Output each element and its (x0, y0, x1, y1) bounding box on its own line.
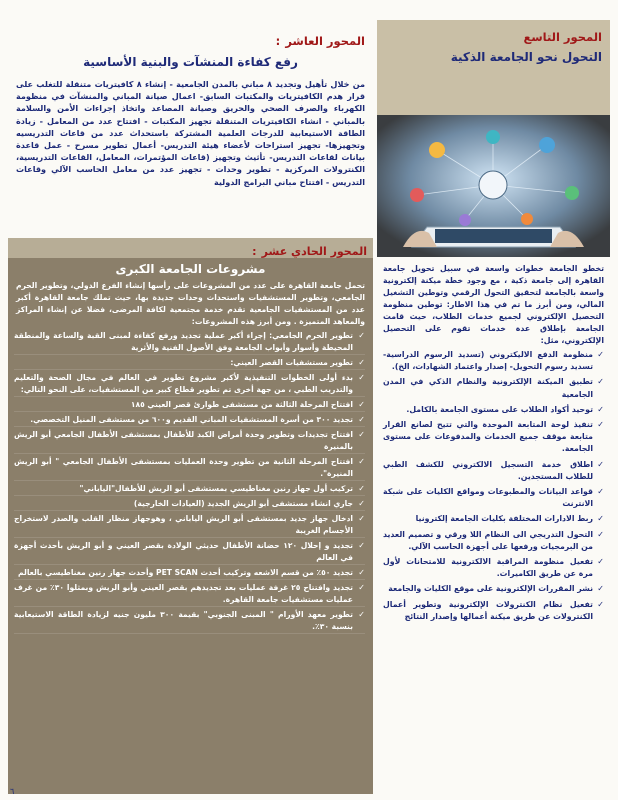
section11-label: المحور الحادي عشر (261, 245, 367, 258)
checkmark-icon: ✓ (358, 583, 365, 592)
list-item-text: ادخال جهاز جديد بمستشفى أبو الريش الياباني ، وهوجهاز منظار القلب والصدر لاستخراج الأجسام الغريبة (14, 514, 353, 535)
list-item (383, 376, 604, 400)
checkmark-icon: ✓ (358, 484, 365, 493)
list-item-text: تركيب أول جهاز رنين مغناطيسي بمستشفى أبو الريش للأطفال"الياباني" (79, 484, 353, 493)
section9-intro: تخطو الجامعة خطوات واسعة في سبيل تحويل جامعة القاهرة إلى جامعة ذكية ، مع وجود خطة ميكنة إلكترونية واسعة بالجامعة لتحقيق التحول الرقمي وتوطين التشغيل المالي، ومن أبرز ما تم في هذا الاطار: توطين منظومة التحصيل الإلكتروني لجميع خدمات الطلاب، حيث قامت الجامعة بإطلاق عدة خدمات تقوم على التحصيل الإلكتروني، مثل: (383, 264, 604, 345)
list-item (14, 456, 365, 481)
section10-title: رفع كفاءة المنشآت والبنية الأساسية (83, 55, 298, 69)
section10-label-row (16, 30, 365, 49)
list-item-text: افتتاح تجديدات وتطوير وحدة أمراض الكبد للأطفال بمستشفى الأطفال الجامعي أبو الريش بالمنيرة (14, 430, 353, 451)
list-item-text: جاري انشاء مستشفى أبو الريش الجديد (العيادات الخارجية) (133, 499, 353, 508)
section10-header (8, 20, 373, 70)
list-item (383, 583, 604, 595)
section9-title: التحول نحو الجامعة الذكية (450, 50, 602, 64)
checkmark-icon: ✓ (358, 457, 365, 466)
checkmark-icon: ✓ (358, 400, 365, 409)
list-item-text: نشر المقررات الإلكترونية على موقع الكليات والجامعة (388, 584, 593, 594)
list-item (383, 459, 604, 483)
list-item (14, 429, 365, 454)
list-item-text: تنفيذ لوحة المتابعة الموحدة والتي تتيح لصانع القرار متابعة موقف جميع الخدمات والمدفوعات على مستوى الجامعة. (383, 420, 593, 454)
list-item (14, 357, 365, 370)
list-item (14, 513, 365, 538)
checkmark-icon: ✓ (597, 459, 604, 469)
list-item (383, 404, 604, 416)
list-item (14, 498, 365, 511)
section10-body: من خلال تأهيل وتجديد ٨ مباني بالمدن الجامعية - إنشاء ٨ كافيتريات متنقلة للتغلب على قرار هدم الكافيتريات والمكتبات السابق- اعمال صيانة المباني والمنشآت في منظومة الكهرباء والصرف الصحي والحريق وصيانة المصاعد واتخاذ إجراءات الأمن والسلامة بالمباني - انشاء الكافيتريات المتنقلة تجهيز المكتبات - افتتاح عدد من المعامل - زيادة الطاقة الاستيعابية للدرجات العلمية المشتركة باستحداث عدد من قاعات التدريسيه وتجهيزها- تجهيز استراحات لأعضاء هيئة التدريس- أعمال تطوير مسرح - عمل قاعدة بيانات لقاعات التدريس- تأثيث وتجهيز (قاعات المؤتمرات، المعامل، القاعات التدريسية، الكنترولات المركزية - تطوير وحدات - تجهيز عدد من معامل الحاسب الآلي وقاعات التدريس - افتتاح مباني البرامج الدولية (16, 79, 365, 187)
section10-colon: : (275, 34, 281, 48)
list-item-text: تجديد و إحلال ١٢٠ حضانة الأطفال حديثي الولادة بقصر العيني و أبو الريش بأحدث أجهزة في العالم (14, 541, 353, 562)
list-item (14, 567, 365, 580)
list-item (14, 609, 365, 634)
checkmark-icon: ✓ (358, 541, 365, 550)
list-item-text: تجديد ٥٠٪ من قسم الاشعه وتركيب أحدث PET SCAN وأحدث جهاز رنين مغناطيسي بالعالم (18, 568, 353, 577)
section11-title: مشروعات الجامعة الكبرى (115, 262, 266, 276)
checkmark-icon: ✓ (597, 420, 604, 430)
section11-list (8, 330, 373, 634)
list-item-text: قواعد البيانات والمطبوعات ومواقع الكليات على شبكة الانترنت (383, 487, 593, 509)
list-item-text: تجديد ٣٠٠ من أسرة المستشفيات المباني القديم و٦٠٠ من مستشفى المنيل التخصصي. (30, 415, 353, 424)
list-item-text: افتتاح المرحلة الثالثة من مستشفى طوارئ قصر العيني ١٨٥ (130, 400, 353, 409)
section9-label: المحور التاسع (523, 30, 602, 44)
list-item-text: التحول التدريجي الى النظام اللا ورقي و تصميم العديد من البرمجيات ورفعها على أجهزة الحاسب الآلي. (383, 529, 593, 551)
tablet-network-illustration (377, 115, 610, 257)
checkmark-icon: ✓ (358, 358, 365, 367)
list-item (383, 349, 604, 373)
checkmark-icon: ✓ (358, 514, 365, 523)
section11-header (8, 238, 373, 258)
section11-colon: : (252, 245, 257, 258)
list-item-text: منظومة الدفع الاليكتروني (تسديد الرسوم الدراسية- تسديد رسوم التحويل- إصدار واعتماد الشهادات، الخ). (383, 350, 593, 372)
list-item-text: افتتاح المرحلة الثانية من تطوير وحدة العمليات بمستشفى الأطفال الجامعي " أبو الريش المنيرة". (14, 457, 353, 478)
page-number: ٦ (10, 787, 15, 796)
checkmark-icon: ✓ (597, 404, 604, 414)
list-item-text: تطبيق الميكنة الإلكترونية والنظام الذكي في المدن الجامعية (383, 377, 593, 399)
checkmark-icon: ✓ (358, 430, 365, 439)
list-item (14, 414, 365, 427)
list-item (14, 372, 365, 397)
section10-label: المحور العاشر (285, 34, 365, 48)
smart-tech-photo (377, 115, 610, 257)
list-item (383, 529, 604, 553)
checkmark-icon: ✓ (597, 599, 604, 609)
section9-column (377, 20, 610, 794)
list-item-text: تطوير مستشفيات القصر العيني: (230, 358, 353, 367)
sections-10-11-column (8, 20, 373, 794)
checkmark-icon: ✓ (597, 350, 604, 359)
checkmark-icon: ✓ (597, 487, 604, 497)
list-item-text: ربط الادارات المختلفة بكليات الجامعة إلكترونيا (415, 514, 593, 524)
list-item-text: تفعيل منظومة المراقبة الالكترونية للامتحانات لأول مرة عن طريق الكاميرات. (383, 557, 593, 579)
list-item-text: توحيد أكواد الطلاب على مستوى الجامعة بالكامل. (406, 404, 593, 414)
checkmark-icon: ✓ (597, 377, 604, 387)
section11-box (8, 238, 373, 794)
list-item (383, 556, 604, 580)
list-item-text: تجديد وافتتاح ٢٥ غرفة عمليات بعد تجديدهم بقصر العيني وأبو الريش وبمثلوا ٣٠٪ من غرف عمليات مستشفيات جامعة القاهرة. (14, 583, 353, 604)
checkmark-icon: ✓ (597, 514, 604, 524)
list-item-text: اطلاق خدمة التسجيل الالكتروني للكشف الطبي للطلاب المستجدين. (383, 459, 593, 481)
list-item-text: تفعيل نظام الكنترولات الإلكترونية وتطوير أعمال الكنترولات عن طريق ميكنة أعمالها وإصدار النتائج (383, 599, 593, 621)
checkmark-icon: ✓ (358, 331, 365, 340)
list-item (14, 399, 365, 412)
checkmark-icon: ✓ (597, 584, 604, 594)
list-item (383, 419, 604, 456)
checkmark-icon: ✓ (597, 529, 604, 539)
list-item (383, 599, 604, 623)
list-item (14, 582, 365, 607)
checkmark-icon: ✓ (358, 568, 365, 577)
checkmark-icon: ✓ (358, 499, 365, 508)
list-item-text: تطوير معهد الأورام " المبنى الجنوبي" بقيمة ٣٠٠ مليون جنيه لزيادة الطاقة الاستيعابية بنسبة ٣٠٪. (14, 610, 353, 631)
checkmark-icon: ✓ (358, 373, 365, 382)
checkmark-icon: ✓ (358, 415, 365, 424)
section9-header (377, 20, 610, 115)
list-item-text: بدء أولى الخطوات التنفيذية لأكبر مشروع تطوير في العالم في مجال الصحة والتعليم والتدريب الطبي ، من جهة أخرى تم تطوير قطاع كبير من المستشفيات، على النحو التالي: (14, 373, 353, 394)
checkmark-icon: ✓ (358, 610, 365, 619)
list-item (383, 513, 604, 525)
section9-list (377, 349, 610, 623)
checkmark-icon: ✓ (597, 557, 604, 567)
list-item-text: تطوير الحرم الجامعي: إجراء أكبر عملية تجديد ورفع كفاءة لمبنى القبة والساعة والمنطقة المحيطة وأسوار وأبواب الجامعة وفق الأصول الفنية والأثرية (14, 331, 353, 352)
list-item (14, 483, 365, 496)
list-item (14, 540, 365, 565)
list-item (14, 330, 365, 355)
list-item (383, 486, 604, 510)
section11-intro: تحمل جامعة القاهرة على عدد من المشروعات على رأسها إنشاء الفرع الدولي، وتطوير الحرم الجامعي، وتطوير المستشفيات واستحداث وحدات جديدة بها، حيث تملك جامعة القاهرة أكبر عدد من المستشفيات الجامعية تقدم خدمة مجتمعية لكافة المرضى، فضلا عن إنشاء المراكز والمعاهد المتميزة . ومن أبرز هذه المشروعات: (16, 281, 365, 326)
